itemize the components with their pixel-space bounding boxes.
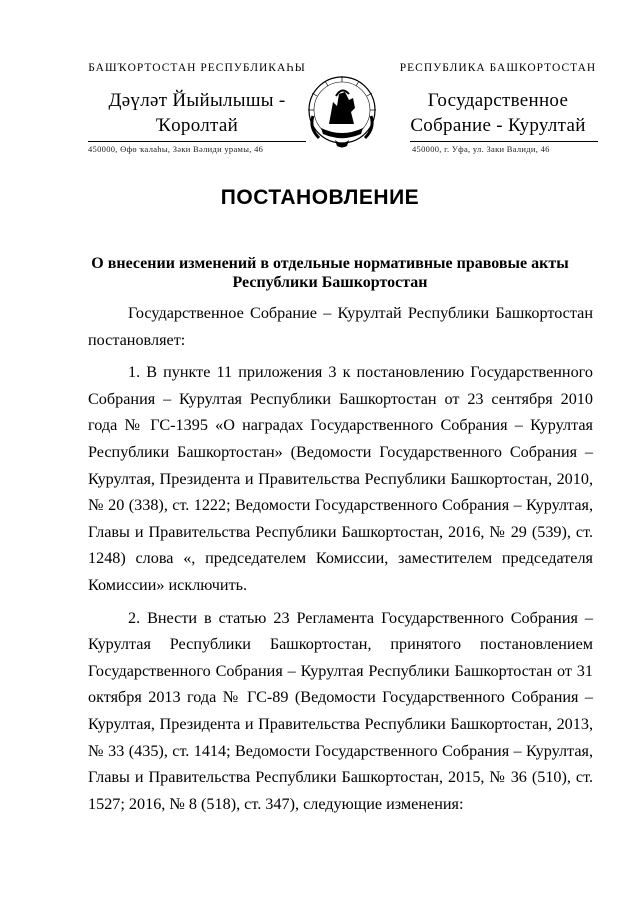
letterhead-left xyxy=(82,62,312,138)
letterhead-right-republic: РЕСПУБЛИКА БАШКОРТОСТАН xyxy=(399,62,597,74)
letterhead-right-org-line1: Государственное xyxy=(427,90,569,111)
letterhead-left-republic: БАШҠОРТОСТАН РЕСПУБЛИКАҺЫ xyxy=(88,62,306,74)
document-title: ПОСТАНОВЛЕНИЕ xyxy=(220,186,420,209)
document-subject-line1: О внесении изменений в отдельные нормативные правовые акты xyxy=(91,255,569,272)
letterhead-right-rule xyxy=(410,141,598,142)
letterhead-left-address: 450000, Өфө ҡалаһы, Зәки Вәлиди урамы, 46 xyxy=(88,144,264,154)
letterhead-right xyxy=(398,62,598,138)
document-subject xyxy=(80,254,580,292)
paragraph-1: 1. В пункте 11 приложения 3 к постановлению Государственного Собрания – Курултая Республики Башкортостан от 23 сентября 2010 года № ГС-1395 «О наградах Государственного Собрания – Курултая Республики Башкортостан» (Ведомости Государственного Собрания – Курултая, Президента и Правительства Республики Башкортостан, 2010, № 20 (338), ст. 1222; Ведомости Государственного Собрания – Курултая, Главы и Правительства Республики Башкортостан, 2016, № 29 (539), ст. 1248) слова «, председателем Комиссии, заместителем председателя Комиссии» исключить. xyxy=(88,363,593,594)
document-body xyxy=(88,300,593,817)
preamble-paragraph: Государственное Собрание – Курултай Республики Башкортостан постановляет: xyxy=(88,304,593,349)
bashkortostan-emblem-icon xyxy=(299,72,385,150)
letterhead-left-org-line1: Дәүләт Йыйылышы - xyxy=(108,90,286,111)
letterhead-right-address: 450000, г. Уфа, ул. Заки Валиди, 46 xyxy=(412,144,550,154)
letterhead-right-org-line2: Собрание - Курултай xyxy=(410,115,586,136)
paragraph-2: 2. Внести в статью 23 Регламента Государственного Собрания – Курултая Республики Башкортостан, принятого постановлением Государственного Собрания – Курултая Республики Башкортостан от 31 октября 2013 года № ГС-89 (Ведомости Государственного Собрания – Курултая, Президента и Правительства Республики Башкортостан, 2013, № 33 (435), ст. 1414; Ведомости Государственного Собрания – Курултая, Главы и Правительства Республики Башкортостан, 2015, № 36 (510), ст. 1527; 2016, № 8 (518), ст. 347), следующие изменения: xyxy=(88,608,593,813)
letterhead-left-rule xyxy=(88,141,306,142)
letterhead-left-org-line2: Ҡоролтай xyxy=(155,115,239,136)
document-subject-line2: Республики Башкортостан xyxy=(232,274,428,291)
